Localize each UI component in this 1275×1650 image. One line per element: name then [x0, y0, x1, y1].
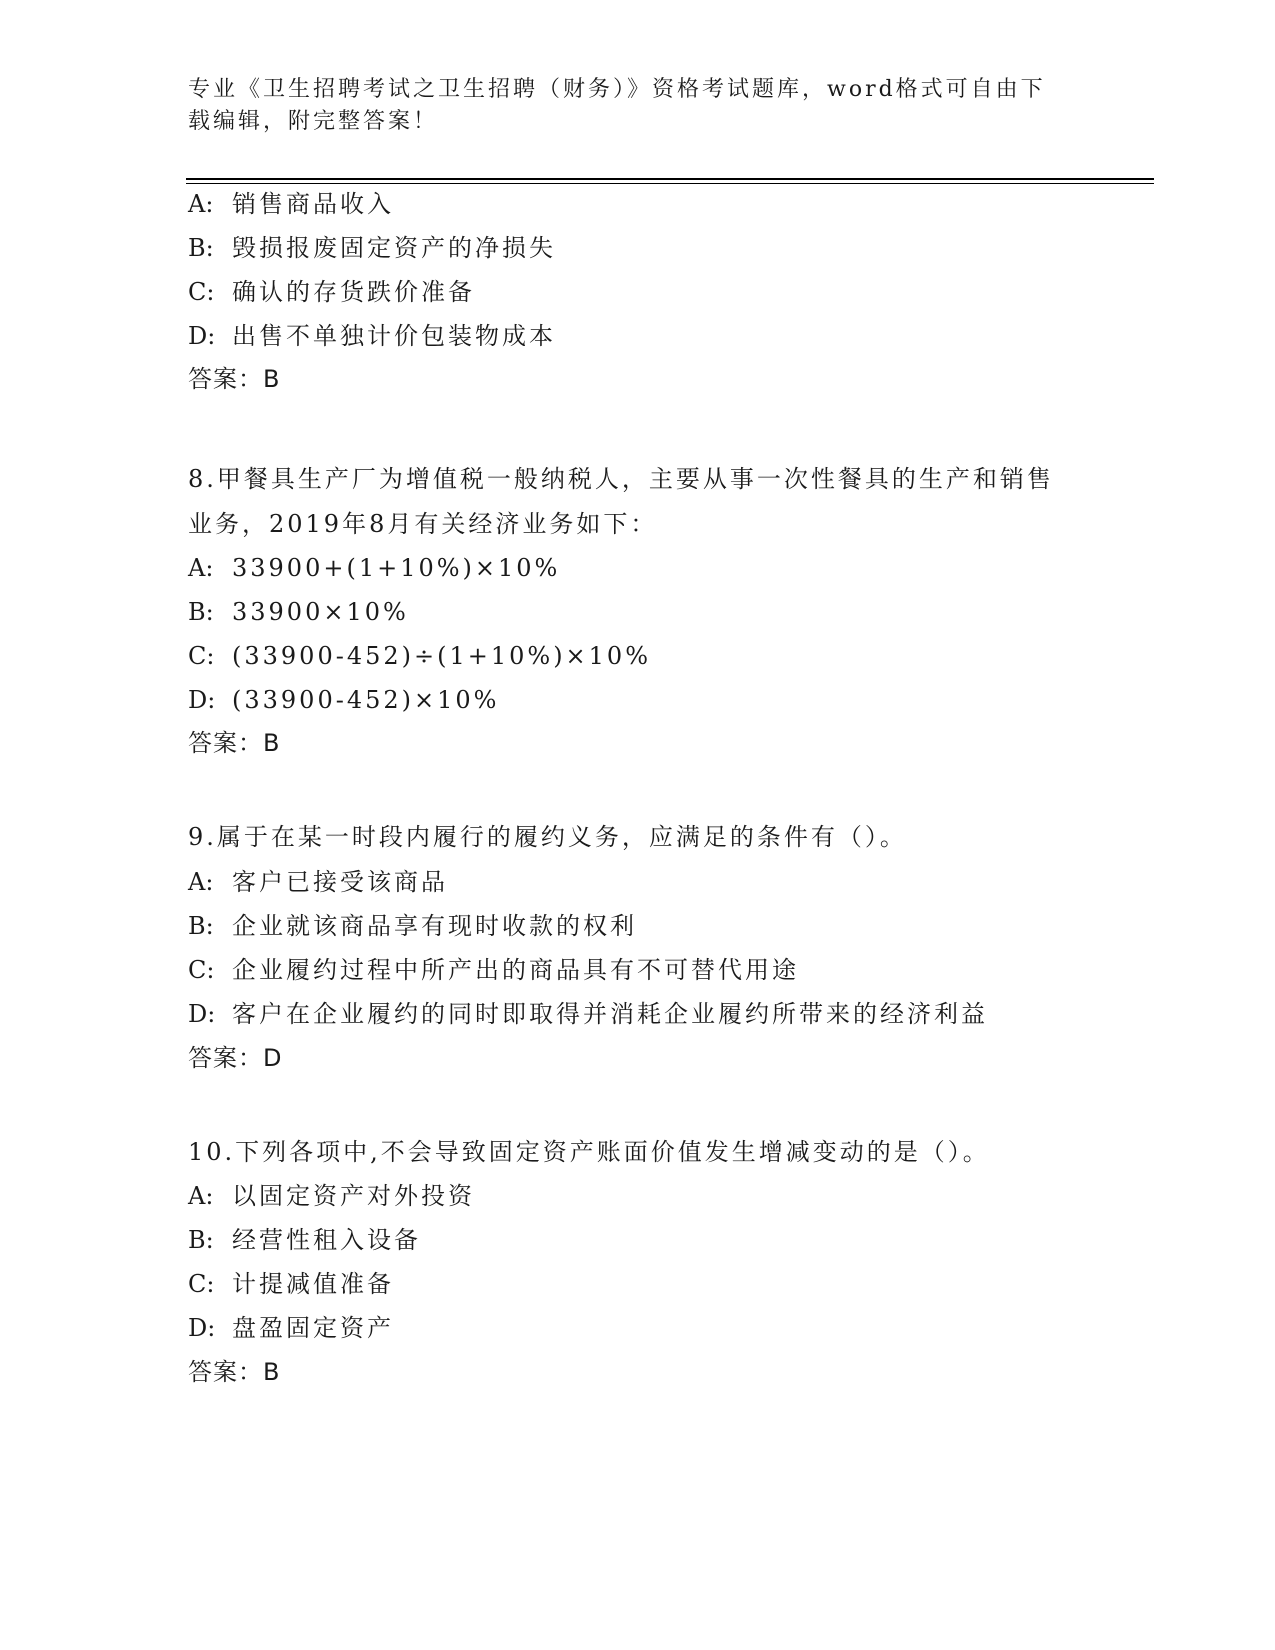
- option-b-text: 经营性租入设备: [232, 1226, 421, 1254]
- question-stem: 9.属于在某一时段内履行的履约义务，应满足的条件有（）。: [188, 823, 907, 851]
- option-b: B: 33900×10%: [188, 598, 409, 626]
- option-d-text: 客户在企业履约的同时即取得并消耗企业履约所带来的经济利益: [232, 1000, 988, 1028]
- option-d: D: (33900-452)×10%: [188, 686, 500, 714]
- option-c: C: 计提减值准备: [188, 1270, 394, 1298]
- option-a-text: 33900+(1+10%)×10%: [232, 554, 561, 582]
- answer-line: 答案：B: [188, 1358, 281, 1386]
- option-a: A: 以固定资产对外投资: [188, 1182, 475, 1210]
- option-b: B: 企业就该商品享有现时收款的权利: [188, 912, 637, 940]
- option-d: D: 出售不单独计价包装物成本: [188, 322, 556, 350]
- option-c-text: 企业履约过程中所产出的商品具有不可替代用途: [232, 956, 799, 984]
- option-b: B: 经营性租入设备: [188, 1226, 421, 1254]
- question-stem: 10.下列各项中,不会导致固定资产账面价值发生增减变动的是（）。: [188, 1138, 990, 1166]
- option-c-text: 计提减值准备: [232, 1270, 394, 1298]
- option-a-text: 以固定资产对外投资: [232, 1182, 475, 1210]
- option-d-text: 出售不单独计价包装物成本: [232, 322, 556, 350]
- answer-line: 答案：B: [188, 729, 281, 757]
- option-b-text: 毁损报废固定资产的净损失: [232, 234, 556, 262]
- option-c-text: (33900-452)÷(1+10%)×10%: [232, 642, 652, 670]
- header-divider-thick: [186, 178, 1154, 180]
- header-divider-thin: [186, 183, 1154, 184]
- option-a: A: 33900+(1+10%)×10%: [188, 554, 561, 582]
- option-b-text: 33900×10%: [232, 598, 409, 626]
- option-a-text: 客户已接受该商品: [232, 868, 448, 896]
- answer-line: 答案：D: [188, 1044, 283, 1072]
- option-a: A: 客户已接受该商品: [188, 868, 448, 896]
- answer-line: 答案：B: [188, 365, 281, 393]
- option-a: A: 销售商品收入: [188, 190, 394, 218]
- option-c: C: (33900-452)÷(1+10%)×10%: [188, 642, 652, 670]
- option-b-text: 企业就该商品享有现时收款的权利: [232, 912, 637, 940]
- option-d: D: 客户在企业履约的同时即取得并消耗企业履约所带来的经济利益: [188, 1000, 988, 1028]
- option-b: B: 毁损报废固定资产的净损失: [188, 234, 556, 262]
- option-d-text: (33900-452)×10%: [232, 686, 500, 714]
- option-d: D: 盘盈固定资产: [188, 1314, 394, 1342]
- option-c-text: 确认的存货跌价准备: [232, 278, 475, 306]
- option-c: C: 确认的存货跌价准备: [188, 278, 475, 306]
- question-stem: 8.甲餐具生产厂为增值税一般纳税人，主要从事一次性餐具的生产和销售业务，2019年8月有关经济业务如下：: [188, 465, 1054, 538]
- option-a-text: 销售商品收入: [232, 190, 394, 218]
- option-c: C: 企业履约过程中所产出的商品具有不可替代用途: [188, 956, 799, 984]
- option-d-text: 盘盈固定资产: [232, 1314, 394, 1342]
- document-header: 专业《卫生招聘考试之卫生招聘（财务）》资格考试题库，word格式可自由下载编辑，附完整答案！: [188, 77, 1046, 134]
